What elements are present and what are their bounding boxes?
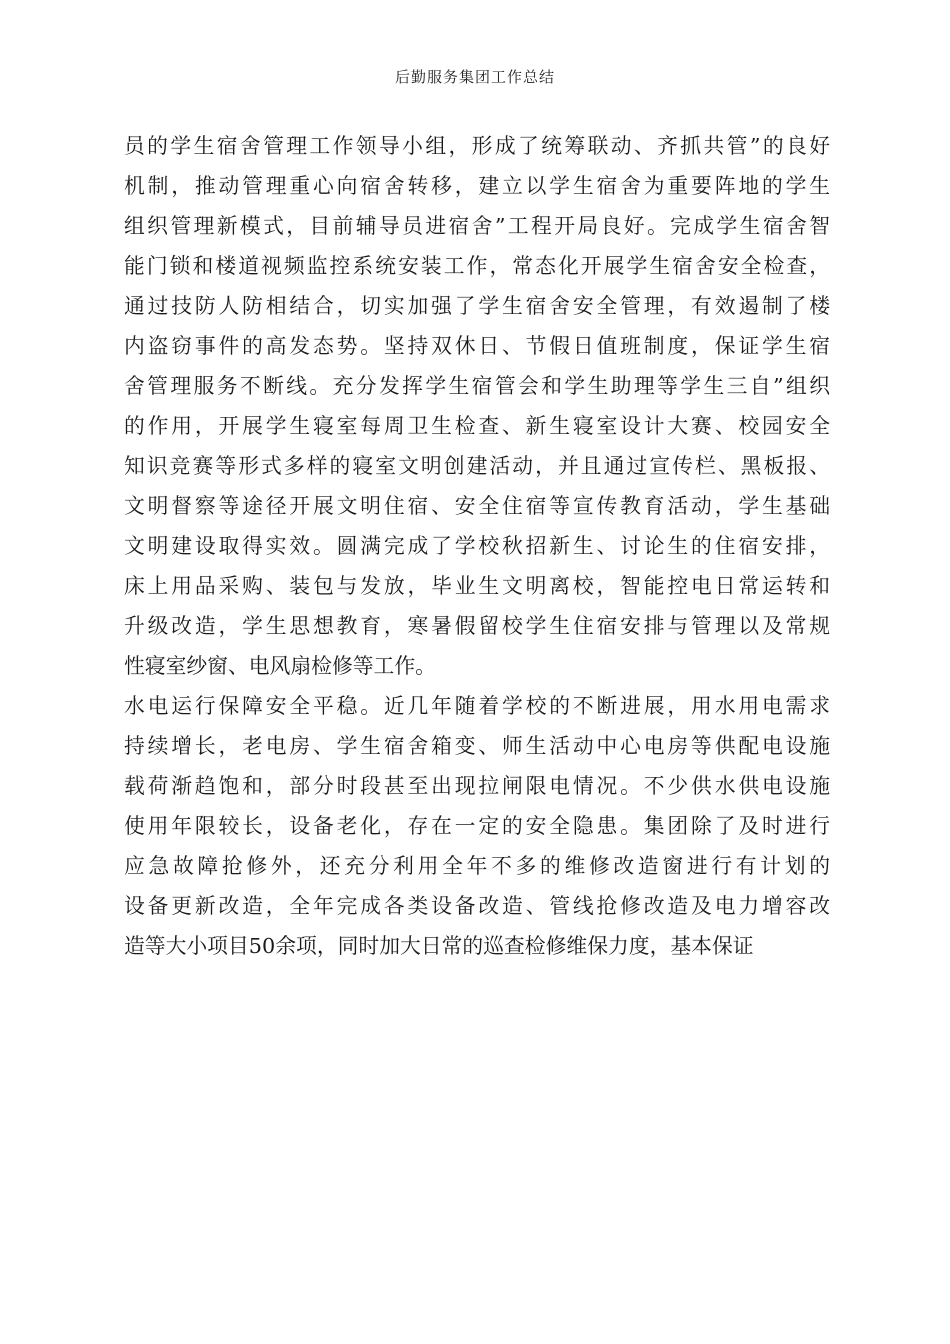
text-line: 的作用，开展学生寝室每周卫生检查、新生寝室设计大赛、校园安全 [124, 414, 830, 438]
text-line: 载荷渐趋饱和，部分时段甚至出现拉闸限电情况。不少供水供电设施 [124, 774, 830, 798]
document-body [124, 126, 830, 966]
text-line: 造等大小项目50余项，同时加大日常的巡查检修维保力度，基本保证 [124, 934, 754, 958]
text-line: 应急故障抢修外，还充分利用全年不多的维修改造窗进行有计划的 [124, 854, 830, 878]
paragraph-dormitory-management [124, 126, 830, 686]
page-header: 后勤服务集团工作总结 [394, 68, 555, 86]
text-line: 内盗窃事件的高发态势。坚持双休日、节假日值班制度，保证学生宿 [124, 334, 830, 358]
text-line: 文明建设取得实效。圆满完成了学校秋招新生、讨论生的住宿安排， [124, 534, 830, 558]
text-line: 文明督察等途径开展文明住宿、安全住宿等宣传教育活动，学生基础 [124, 494, 830, 518]
text-line: 床上用品采购、装包与发放，毕业生文明离校，智能控电日常运转和 [124, 574, 830, 598]
text-line: 设备更新改造，全年完成各类设备改造、管线抢修改造及电力增容改 [124, 894, 830, 918]
text-line: 知识竞赛等形式多样的寝室文明创建活动，并且通过宣传栏、黑板报、 [124, 454, 830, 478]
text-line: 能门锁和楼道视频监控系统安装工作，常态化开展学生宿舍安全检查， [124, 254, 830, 278]
text-line: 组织管理新模式，目前辅导员进宿舍”工程开局良好。完成学生宿舍智 [124, 214, 830, 238]
text-line: 机制，推动管理重心向宿舍转移，建立以学生宿舍为重要阵地的学生 [124, 174, 830, 198]
text-line: 舍管理服务不断线。充分发挥学生宿管会和学生助理等学生三自”组织 [124, 374, 830, 398]
text-line: 持续增长，老电房、学生宿舍箱变、师生活动中心电房等供配电设施 [124, 734, 830, 758]
text-line: 水电运行保障安全平稳。近几年随着学校的不断进展，用水用电需求 [124, 694, 830, 718]
text-line: 通过技防人防相结合，切实加强了学生宿舍安全管理，有效遏制了楼 [124, 294, 830, 318]
text-line: 升级改造，学生思想教育，寒暑假留校学生住宿安排与管理以及常规 [124, 614, 830, 638]
text-line: 员的学生宿舍管理工作领导小组，形成了统筹联动、齐抓共管”的良好 [124, 134, 830, 158]
text-line: 使用年限较长，设备老化，存在一定的安全隐患。集团除了及时进行 [124, 814, 830, 838]
text-line: 性寝室纱窗、电风扇检修等工作。 [124, 654, 436, 678]
paragraph-utilities-operation [124, 686, 830, 966]
